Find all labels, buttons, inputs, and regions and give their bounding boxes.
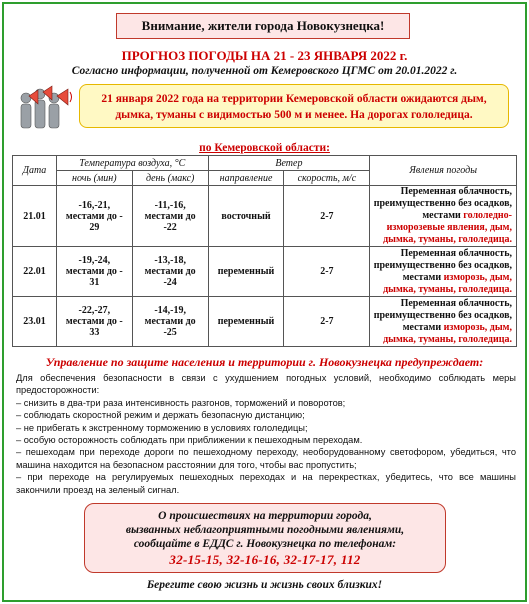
megaphone-people-icon: [16, 82, 74, 134]
contact-line-1: О происшествиях на территории города,: [158, 510, 372, 522]
header-speed: скорость, м/с: [284, 171, 370, 186]
cell-date: 22.01: [13, 247, 57, 297]
header-temp: Температура воздуха, °С: [56, 156, 208, 171]
cell-date: 23.01: [13, 297, 57, 347]
day-note: местами до: [144, 210, 196, 222]
phenomena-line: преимущественно без осадков,: [373, 259, 512, 271]
phone-numbers: 32-15-15, 32-16-16, 32-17-17, 112: [169, 552, 361, 567]
cell-day: [132, 247, 208, 297]
day-range: -14,-19,: [154, 305, 186, 316]
cell-phenomena: [370, 297, 517, 347]
phenomena-line: [370, 210, 512, 222]
advice-intro: Для обеспечения безопасности в связи с ухудшением погодных условий, необходимо соблюдать меры предосторожности:: [16, 373, 516, 396]
contact-line-2: вызванных неблагоприятными погодными явлениями,: [125, 524, 405, 536]
header-night: ночь (мин): [56, 171, 132, 186]
cell-night: [56, 297, 132, 347]
day-range: -13,-18,: [154, 255, 186, 266]
cell-speed: 2-7: [284, 297, 370, 347]
day-max: -25: [163, 327, 177, 338]
day-range: -11,-16,: [154, 199, 186, 211]
safety-advice: [16, 372, 516, 496]
cell-night: [56, 247, 132, 297]
header-wind: Ветер: [208, 156, 370, 171]
phenomena-text: местами: [402, 321, 442, 333]
night-range: -19,-24,: [78, 255, 111, 266]
weather-table: [12, 155, 517, 347]
night-min: 31: [89, 277, 100, 288]
contact-box: [84, 503, 446, 573]
phenomena-line: преимущественно без осадков,: [373, 198, 512, 209]
phenomena-line: Переменная облачность,: [400, 297, 512, 309]
night-note: местами до -: [65, 316, 123, 327]
phenomena-text: местами: [402, 271, 442, 283]
cell-day: [132, 297, 208, 347]
advice-item: – пешеходам при переходе дороги по пешеходному переходу, необорудованному светофором, убедиться, что машина находится на безопасном расстоянии для того, чтобы вас пропустить;: [16, 447, 516, 470]
phenomena-text: местами: [422, 210, 461, 221]
cell-phenomena: [370, 247, 517, 297]
advice-item: – соблюдать скоростной режим и держать безопасную дистанцию;: [16, 410, 305, 421]
header-date: Дата: [13, 156, 57, 186]
advice-item: – при переходе на регулируемых пешеходных переходах и на перекрестках, убедитесь, что все машины закончили проезд на зеленый сигнал.: [16, 472, 516, 495]
phenomena-hazard: дымка, туманы, гололедица.: [383, 333, 512, 345]
header-phenomena: Явления погоды: [370, 156, 517, 186]
cell-direction: переменный: [208, 297, 284, 347]
cell-direction: переменный: [208, 247, 284, 297]
cell-day: [132, 186, 208, 247]
table-row: [13, 186, 517, 247]
cell-speed: 2-7: [284, 186, 370, 247]
night-min: 33: [89, 327, 100, 338]
phenomena-line: [370, 322, 512, 334]
header-day: день (макс): [132, 171, 208, 186]
cell-night: [56, 186, 132, 247]
phenomena-line: преимущественно без осадков,: [373, 309, 512, 321]
day-max: -22: [163, 221, 177, 233]
advice-item: – снизить в два-три раза интенсивность разгонов, торможений и поворотов;: [16, 397, 346, 408]
warning-title: Управление по защите населения и территории г. Новокузнецка предупреждает:: [45, 355, 484, 369]
phenomena-hazard: дымка, туманы, гололедица.: [383, 234, 512, 245]
table-row: [13, 297, 517, 347]
night-note: местами до -: [65, 210, 123, 222]
phenomena-hazard: гололедно-: [463, 210, 512, 221]
phenomena-hazard: изморозевые явления, дым,: [386, 222, 512, 233]
region-label: по Кемеровской области:: [199, 142, 330, 154]
phenomena-line: Переменная облачность,: [400, 247, 512, 259]
day-note: местами до: [144, 316, 196, 327]
alert-line-1: 21 января 2022 года на территории Кемеровской области ожидаются дым,: [101, 93, 487, 105]
header-direction: направление: [208, 171, 284, 186]
attention-banner: Внимание, жители города Новокузнецка!: [116, 13, 410, 39]
phenomena-hazard: дымка, туманы, гололедица.: [383, 283, 512, 295]
cell-direction: восточный: [208, 186, 284, 247]
table-row: [13, 247, 517, 297]
night-min: 29: [89, 221, 100, 233]
night-range: -16,-21,: [78, 199, 111, 211]
footer-slogan: Берегите свою жизнь и жизнь своих близких!: [146, 579, 383, 591]
phenomena-line: Переменная облачность,: [400, 186, 512, 197]
cell-speed: 2-7: [284, 247, 370, 297]
phenomena-line: [370, 272, 512, 284]
alert-line-2: дымка, туманы с видимостью 500 м и менее. На дорогах гололедица.: [115, 109, 473, 121]
cell-phenomena: [370, 186, 517, 247]
page-frame: [2, 2, 527, 602]
contact-line-3: сообщайте в ЕДДС г. Новокузнецка по телефонам:: [133, 538, 397, 550]
advice-item: – особую осторожность соблюдать при приближении к пешеходным переходам.: [16, 435, 363, 446]
alert-box: [79, 84, 509, 128]
night-range: -22,-27,: [78, 305, 111, 316]
day-note: местами до: [144, 266, 196, 277]
day-max: -24: [163, 277, 177, 288]
phenomena-hazard: изморозь, дым,: [443, 321, 512, 333]
cell-date: 21.01: [13, 186, 57, 247]
night-note: местами до -: [65, 266, 123, 277]
forecast-subtitle: Согласно информации, полученной от Кемеровского ЦГМС от 20.01.2022 г.: [71, 65, 458, 77]
forecast-title: ПРОГНОЗ ПОГОДЫ НА 21 - 23 ЯНВАРЯ 2022 г.: [121, 48, 408, 63]
phenomena-hazard: изморозь, дым,: [443, 271, 512, 283]
advice-item: – не прибегать к экстренному торможению в условиях гололедицы;: [16, 422, 308, 433]
